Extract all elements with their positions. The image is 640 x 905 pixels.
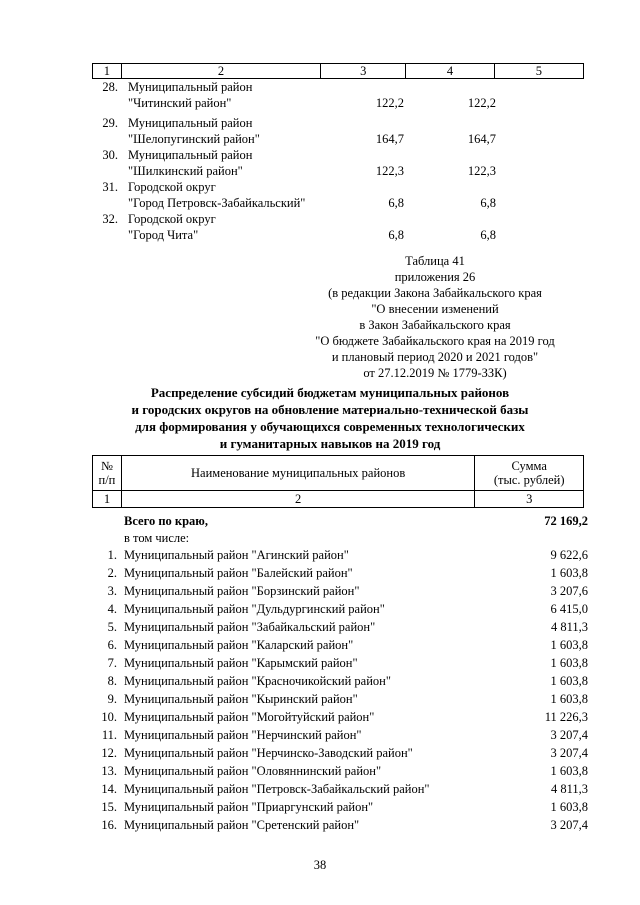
row-value: 1 603,8 bbox=[550, 800, 588, 814]
note-line: (в редакции Закона Забайкальского края bbox=[328, 286, 542, 300]
row-name: Муниципальный район "Борзинский район" bbox=[124, 584, 360, 598]
top-header-col1: 1 bbox=[93, 64, 122, 79]
row-value: 3 207,4 bbox=[550, 818, 588, 832]
row-value: 1 603,8 bbox=[550, 638, 588, 652]
row-number: 15. bbox=[101, 800, 117, 814]
header-sum-cell bbox=[475, 456, 584, 491]
top-header-col5: 5 bbox=[494, 64, 583, 79]
header-sum-unit: (тыс. рублей) bbox=[493, 473, 565, 487]
note-line: и плановый период 2020 и 2021 годов" bbox=[331, 350, 539, 364]
row-name: Муниципальный район "Агинский район" bbox=[124, 548, 349, 562]
row-value-col4: 6,8 bbox=[480, 228, 496, 242]
row-value-col3: 6,8 bbox=[388, 228, 404, 242]
index-col2: 2 bbox=[121, 491, 474, 508]
row-value-col4: 6,8 bbox=[480, 196, 496, 210]
index-col1: 1 bbox=[93, 491, 122, 508]
row-label-line1: Городской округ bbox=[128, 212, 216, 226]
row-name: Муниципальный район "Каларский район" bbox=[124, 638, 354, 652]
row-label-line1: Городской округ bbox=[128, 180, 216, 194]
row-number: 3. bbox=[107, 584, 117, 598]
row-number: 16. bbox=[101, 818, 117, 832]
row-number: 32. bbox=[102, 212, 118, 226]
page-number: 38 bbox=[313, 858, 327, 872]
title-line: и гуманитарных навыков на 2019 год bbox=[219, 436, 441, 451]
row-name: Муниципальный район "Забайкальский район" bbox=[124, 620, 376, 634]
row-number: 30. bbox=[102, 148, 118, 162]
row-label-line2: "Город Петровск-Забайкальский" bbox=[128, 196, 306, 210]
row-value-col3: 122,2 bbox=[375, 96, 404, 110]
row-label-line1: Муниципальный район bbox=[128, 80, 253, 94]
note-line: в Закон Забайкальского края bbox=[359, 318, 511, 332]
title-line: Распределение субсидий бюджетам муниципальных районов bbox=[150, 385, 510, 400]
title-line: для формирования у обучающихся современных технологических bbox=[135, 419, 525, 434]
row-name: Муниципальный район "Оловяннинский район" bbox=[124, 764, 382, 778]
row-number: 9. bbox=[107, 692, 117, 706]
row-label-line1: Муниципальный район bbox=[128, 148, 253, 162]
header-sum-label: Сумма bbox=[511, 459, 547, 473]
row-name: Муниципальный район "Красночикойский район" bbox=[124, 674, 391, 688]
row-value-col3: 122,3 bbox=[375, 164, 404, 178]
row-number: 13. bbox=[101, 764, 117, 778]
note-line: от 27.12.2019 № 1779-ЗЗК) bbox=[363, 366, 507, 380]
row-number: 14. bbox=[101, 782, 117, 796]
row-number: 7. bbox=[107, 656, 117, 670]
row-number: 2. bbox=[107, 566, 117, 580]
row-number: 8. bbox=[107, 674, 117, 688]
row-number: 12. bbox=[101, 746, 117, 760]
row-value: 3 207,4 bbox=[550, 728, 588, 742]
header-number-symbol: № bbox=[100, 459, 113, 473]
total-value: 72 169,2 bbox=[544, 514, 588, 528]
row-number: 11. bbox=[101, 728, 117, 742]
row-label-line2: "Читинский район" bbox=[128, 96, 232, 110]
row-number: 4. bbox=[107, 602, 117, 616]
row-label-line2: "Шилкинский район" bbox=[128, 164, 243, 178]
title-line: и городских округов на обновление материально-технической базы bbox=[131, 402, 529, 417]
row-name: Муниципальный район "Нерчинско-Заводский район" bbox=[124, 746, 413, 760]
row-value: 6 415,0 bbox=[550, 602, 588, 616]
top-header-col4: 4 bbox=[406, 64, 494, 79]
row-name: Муниципальный район "Сретенский район" bbox=[124, 818, 360, 832]
header-number-label: п/п bbox=[98, 473, 116, 487]
row-name: Муниципальный район "Карымский район" bbox=[124, 656, 358, 670]
row-name: Муниципальный район "Дульдургинский район" bbox=[124, 602, 385, 616]
top-table-header bbox=[92, 63, 584, 79]
note-line: приложения 26 bbox=[394, 270, 476, 284]
row-number: 29. bbox=[102, 116, 118, 130]
row-number: 5. bbox=[107, 620, 117, 634]
row-name: Муниципальный район "Петровск-Забайкальский район" bbox=[124, 782, 430, 796]
top-header-col3: 3 bbox=[321, 64, 406, 79]
top-header-col2: 2 bbox=[121, 64, 320, 79]
main-table-header bbox=[92, 455, 584, 508]
row-name: Муниципальный район "Кыринский район" bbox=[124, 692, 358, 706]
row-value-col3: 6,8 bbox=[388, 196, 404, 210]
row-label-line2: "Город Чита" bbox=[128, 228, 199, 242]
row-value: 1 603,8 bbox=[550, 764, 588, 778]
row-value: 3 207,4 bbox=[550, 746, 588, 760]
row-name: Муниципальный район "Приаргунский район" bbox=[124, 800, 374, 814]
header-number-cell bbox=[93, 456, 122, 491]
row-value: 1 603,8 bbox=[550, 674, 588, 688]
row-number: 1. bbox=[107, 548, 117, 562]
row-label-line1: Муниципальный район bbox=[128, 116, 253, 130]
row-number: 28. bbox=[102, 80, 118, 94]
row-value: 3 207,6 bbox=[550, 584, 588, 598]
row-number: 31. bbox=[102, 180, 118, 194]
row-number: 10. bbox=[101, 710, 117, 724]
note-line: Таблица 41 bbox=[405, 254, 465, 268]
row-name: Муниципальный район "Балейский район" bbox=[124, 566, 353, 580]
total-label: Всего по краю, bbox=[124, 514, 208, 528]
note-line: "О бюджете Забайкальского края на 2019 год bbox=[315, 334, 555, 348]
row-value: 1 603,8 bbox=[550, 656, 588, 670]
row-name: Муниципальный район "Нерчинский район" bbox=[124, 728, 362, 742]
row-value: 1 603,8 bbox=[550, 692, 588, 706]
row-value: 1 603,8 bbox=[550, 566, 588, 580]
row-value-col4: 164,7 bbox=[467, 132, 496, 146]
row-number: 6. bbox=[107, 638, 117, 652]
row-value: 9 622,6 bbox=[550, 548, 588, 562]
row-value: 4 811,3 bbox=[550, 782, 588, 796]
row-value-col3: 164,7 bbox=[375, 132, 404, 146]
row-value: 11 226,3 bbox=[544, 710, 588, 724]
header-name-cell: Наименование муниципальных районов bbox=[121, 456, 474, 491]
index-col3: 3 bbox=[475, 491, 584, 508]
row-label-line2: "Шелопугинский район" bbox=[128, 132, 260, 146]
including-label: в том числе: bbox=[124, 531, 190, 545]
row-name: Муниципальный район "Могойтуйский район" bbox=[124, 710, 375, 724]
row-value: 4 811,3 bbox=[550, 620, 588, 634]
row-value-col4: 122,3 bbox=[467, 164, 496, 178]
note-line: "О внесении изменений bbox=[371, 302, 499, 316]
row-value-col4: 122,2 bbox=[467, 96, 496, 110]
